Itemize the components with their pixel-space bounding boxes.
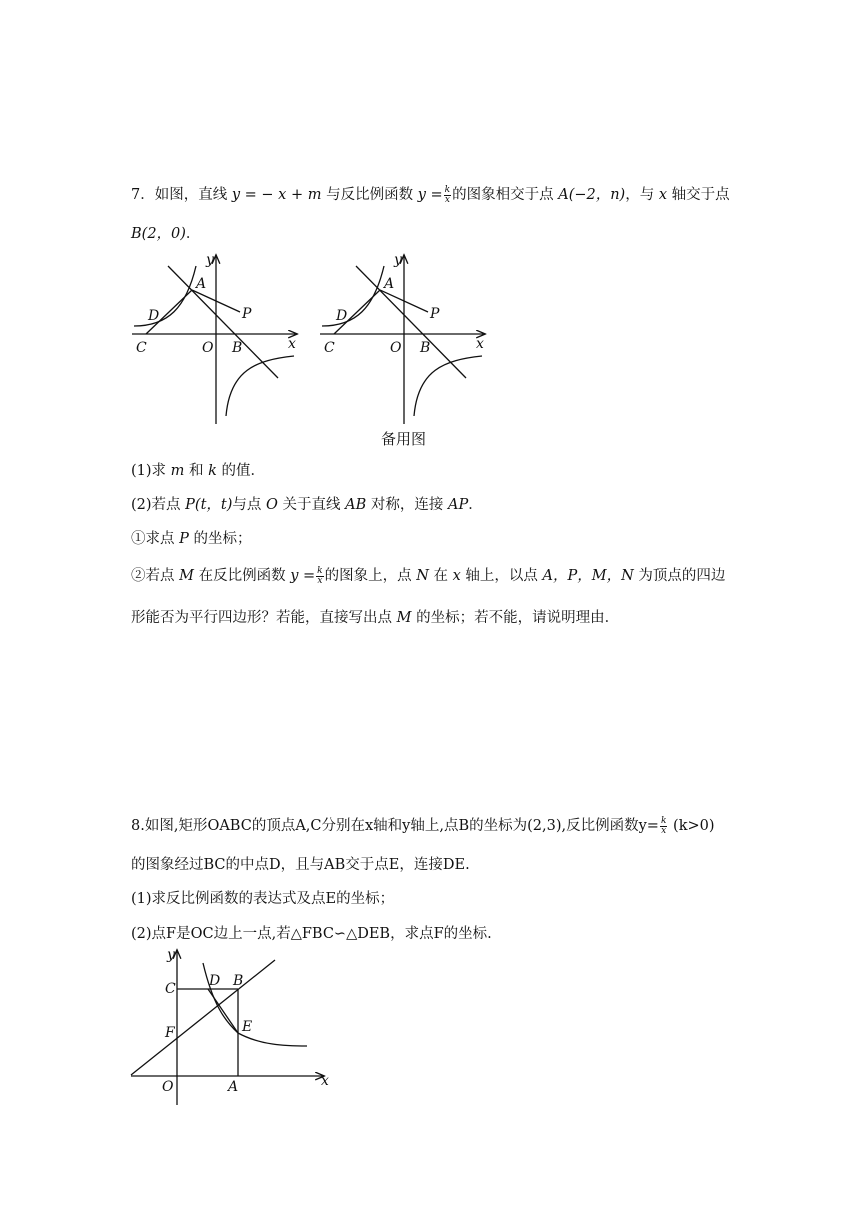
label-x: x — [288, 336, 296, 352]
label-E: E — [242, 1019, 253, 1035]
q7-figure-backup — [316, 252, 506, 432]
hyperbola-left-branch — [134, 266, 196, 326]
label-y: y — [394, 252, 402, 268]
label-O: O — [390, 340, 402, 356]
q8-part1: (1)求反比例函数的表达式及点E的坐标； — [131, 891, 395, 907]
label-P: P — [430, 306, 440, 322]
label-O: O — [162, 1079, 174, 1095]
q7-sub2-line2: 形能否为平行四边形？若能，直接写出点 M 的坐标；若不能，请说明理由． — [131, 610, 620, 626]
hyperbola-right-branch — [414, 356, 482, 416]
label-B: B — [233, 973, 244, 989]
label-y: y — [167, 947, 175, 963]
segment-de — [208, 989, 238, 1033]
q7-line2: B(2，0)． — [131, 226, 201, 242]
label-A: A — [384, 276, 395, 292]
label-D: D — [148, 308, 160, 324]
fraction-k-over-x: $\frac{k}{x}$ — [317, 565, 323, 586]
label-A: A — [228, 1079, 239, 1095]
hyperbola-left-branch — [322, 266, 384, 326]
figure-caption: 备用图 — [381, 430, 427, 448]
label-C: C — [324, 340, 335, 356]
q7-sub2-line1: ②若点 M 在反比例函数 y = $\frac{k}{x}$ 的图象上，点 N 在 x 轴上，以点 A，P，M，N 为顶点的四边 — [131, 565, 726, 586]
label-x: x — [476, 336, 484, 352]
label-D: D — [336, 308, 348, 324]
q7-figure-main — [128, 252, 318, 432]
hyperbola-right-branch — [226, 356, 294, 416]
line-ab — [168, 266, 278, 378]
q7-part2: (2)若点 P(t，t)与点 O 关于直线 AB 对称，连接 AP． — [131, 497, 483, 513]
q7-line1: 7．如图，直线 y = − x + m 与反比例函数 y = $\frac{k}{x}$ 的图象相交于点 A(−2，n)，与 x 轴交于点 — [131, 184, 730, 205]
fraction-k-over-x: $\frac{k}{x}$ — [660, 815, 667, 836]
line-fb — [131, 960, 275, 1075]
label-x: x — [321, 1073, 329, 1089]
q8-line1: 8.如图,矩形OABC的顶点A,C分别在x轴和y轴上,点B的坐标为(2,3),反比例函数y= $\frac{k}{x}$ (k>0) — [131, 815, 715, 836]
label-C: C — [136, 340, 147, 356]
q7-sub1: ①求点 P 的坐标； — [131, 531, 252, 547]
fraction-k-over-x: $\frac{k}{x}$ — [444, 184, 451, 205]
label-B: B — [420, 340, 431, 356]
label-F: F — [165, 1025, 175, 1041]
q8-figure — [125, 945, 335, 1110]
label-y: y — [206, 252, 214, 268]
q7-part1: (1)求 m 和 k 的值． — [131, 463, 266, 479]
line-ab — [356, 266, 466, 378]
q8-line2: 的图象经过BC的中点D，且与AB交于点E，连接DE. — [131, 857, 470, 873]
label-B: B — [232, 340, 243, 356]
label-O: O — [202, 340, 214, 356]
label-D: D — [209, 973, 221, 989]
label-A: A — [196, 276, 207, 292]
label-P: P — [242, 306, 252, 322]
label-C: C — [165, 981, 176, 997]
q8-part2: (2)点F是OC边上一点,若△FBC∽△DEB，求点F的坐标. — [131, 926, 492, 942]
